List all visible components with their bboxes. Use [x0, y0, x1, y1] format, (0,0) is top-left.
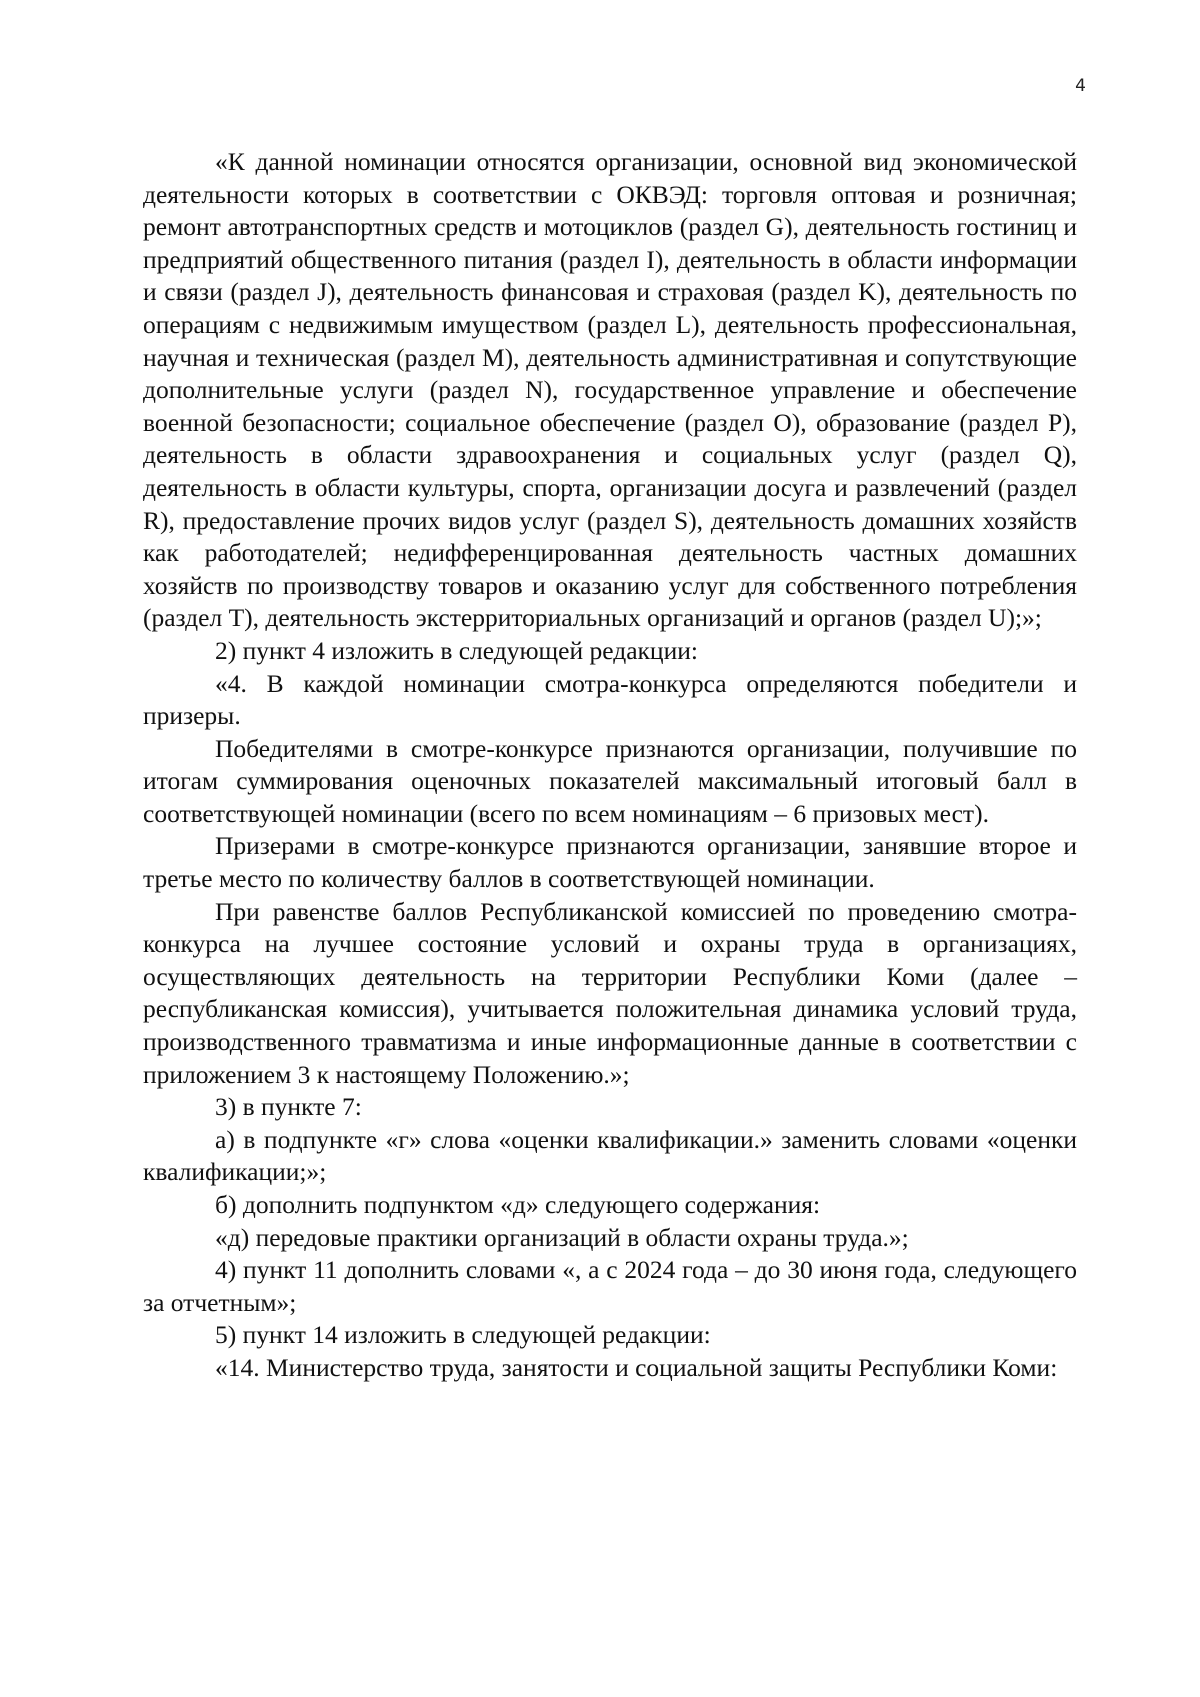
- paragraph-item-4: 4) пункт 11 дополнить словами «, а с 2024 года – до 30 июня года, следующего за отчетным»;: [143, 1255, 1077, 1317]
- paragraph-winners: Победителями в смотре-конкурсе признаются организации, получившие по итогам суммирования оценочных показателей максимальный итоговый балл в соответствующей номинации (всего по всем номинациям – 6 призовых мест).: [143, 733, 1077, 828]
- paragraph-subitem-d: «д) передовые практики организаций в области охраны труда.»;: [215, 1222, 909, 1252]
- paragraph-nomination-description: «К данной номинации относятся организации, основной вид экономической деятельности которых в соответствии с ОКВЭД: торговля оптовая и розничная; ремонт автотранспортных средств и мотоциклов (раздел G), деятельность гостиниц и предприятий общественного питания (раздел I), деятельность в области информации и связи (раздел J), деятельность финансовая и страховая (раздел K), деятельность по операциям с недвижимым имуществом (раздел L), деятельность профессиональная, научная и техническая (раздел M), деятельность административная и сопутствующие дополнительные услуги (раздел N), государственное управление и обеспечение военной безопасности; социальное обеспечение (раздел O), образование (раздел P), деятельность в области здравоохранения и социальных услуг (раздел Q), деятельность в области культуры, спорта, организации досуга и развлечений (раздел R), предоставление прочих видов услуг (раздел S), деятельность домашних хозяйств как работодателей; недифференцированная деятельность частных домашних хозяйств по производству товаров и оказанию услуг для собственного потребления (раздел T), деятельность экстерриториальных организаций и органов (раздел U);»;: [143, 147, 1077, 633]
- paragraph-equal-scores: При равенстве баллов Республиканской комиссией по проведению смотра-конкурса на лучшее состояние условий и охраны труда в организациях, осуществляющих деятельность на территории Республики Коми (далее – республиканская комиссия), учитывается положительная динамика условий труда, производственного травматизма и иные информационные данные в соответствии с приложением 3 к настоящему Положению.»;: [143, 896, 1077, 1089]
- paragraph-subitem-b: б) дополнить подпунктом «д» следующего содержания:: [215, 1190, 821, 1219]
- paragraph-subitem-a: а) в подпункте «г» слова «оценки квалификации.» заменить словами «оценки квалификации;»;: [143, 1124, 1077, 1187]
- page-number: 4: [1075, 76, 1086, 96]
- paragraph-point-14: «14. Министерство труда, занятости и социальной защиты Республики Коми:: [215, 1352, 1058, 1382]
- paragraph-item-3: 3) в пункте 7:: [215, 1092, 362, 1122]
- paragraph-item-2: 2) пункт 4 изложить в следующей редакции:: [215, 635, 698, 665]
- document-body: [143, 146, 1077, 1385]
- paragraph-point-4: «4. В каждой номинации смотра-конкурса определяются победители и призеры.: [143, 668, 1077, 731]
- paragraph-item-5: 5) пункт 14 изложить в следующей редакции:: [215, 1320, 711, 1350]
- paragraph-prize-winners: Призерами в смотре-конкурсе признаются организации, занявшие второе и третье место по количеству баллов в соответствующей номинации.: [143, 831, 1077, 894]
